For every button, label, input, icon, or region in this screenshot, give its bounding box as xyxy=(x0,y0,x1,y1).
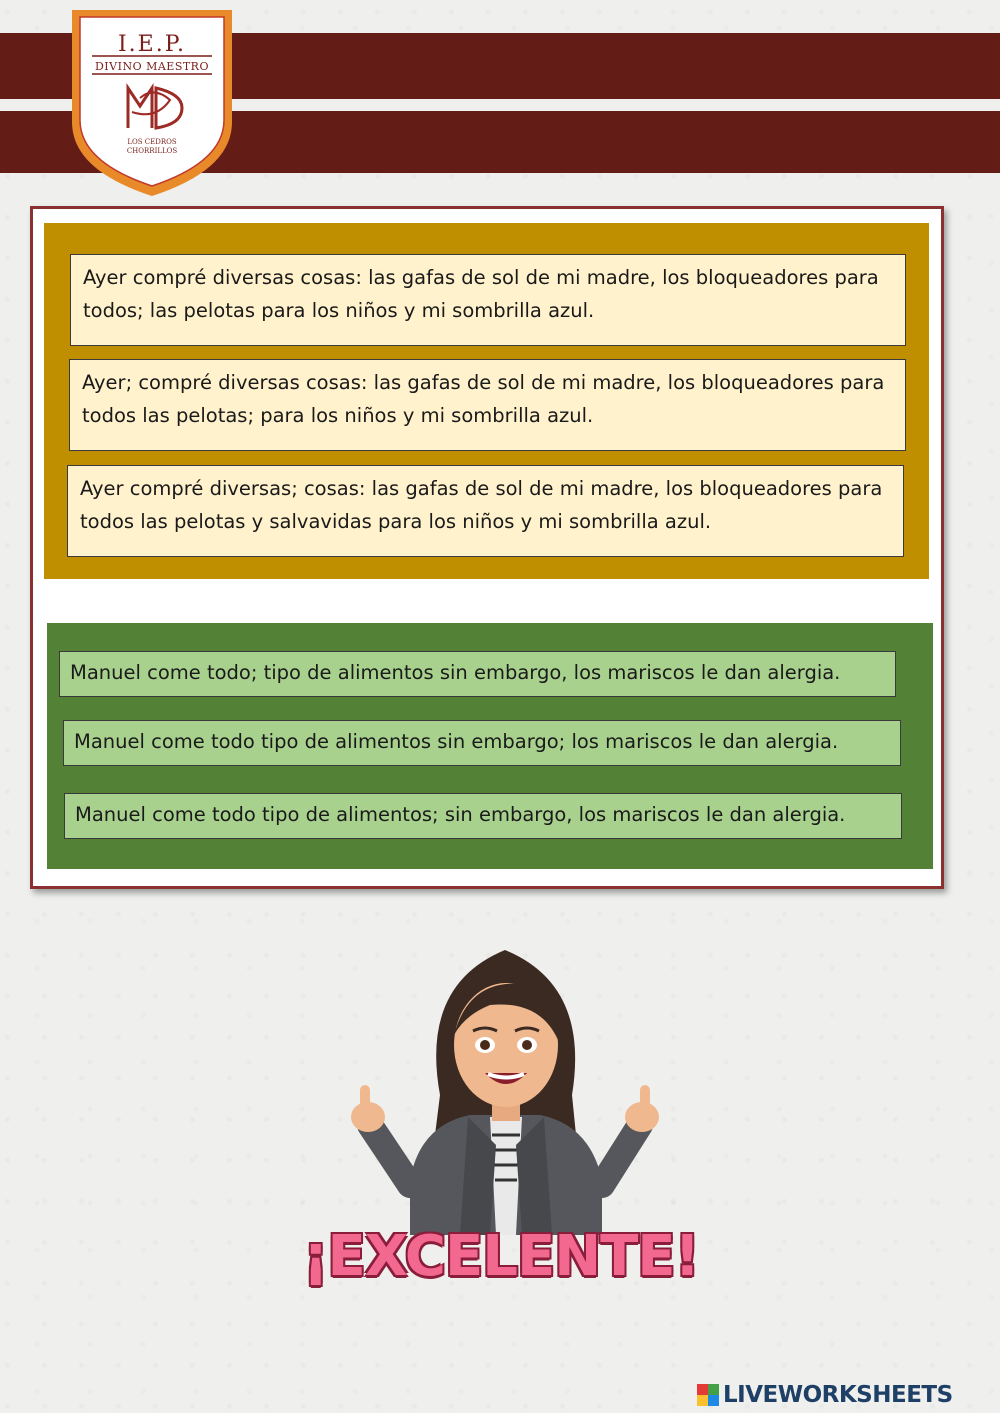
exercise-2-option-1[interactable]: Manuel come todo; tipo de alimentos sin embargo, los mariscos le dan alergia. xyxy=(59,651,896,697)
school-acronym: I.E.P. xyxy=(117,32,187,57)
liveworksheets-brand-text: LIVEWORKSHEETS xyxy=(723,1382,953,1408)
school-crest xyxy=(66,2,238,200)
exercise-2-option-3[interactable]: Manuel come todo tipo de alimentos; sin embargo, los mariscos le dan alergia. xyxy=(64,793,902,839)
exercise-2-panel xyxy=(47,623,933,869)
exercise-1-option-2[interactable]: Ayer; compré diversas cosas: las gafas de sol de mi madre, los bloqueadores para todos las pelotas; para los niños y mi sombrilla azul. xyxy=(69,359,906,451)
excellent-banner: ¡EXCELENTE! xyxy=(302,1224,700,1289)
location-line-2: CHORRILLOS xyxy=(126,147,178,155)
location-line-1: LOS CEDROS xyxy=(127,138,177,146)
worksheet-card xyxy=(30,206,944,889)
exercise-2-option-2[interactable]: Manuel come todo tipo de alimentos sin embargo; los mariscos le dan alergia. xyxy=(63,720,901,766)
exercise-1-option-1[interactable]: Ayer compré diversas cosas: las gafas de sol de mi madre, los bloqueadores para todos; las pelotas para los niños y mi sombrilla azul. xyxy=(70,254,906,346)
thumbs-up-avatar-icon xyxy=(340,945,670,1235)
exercise-1-panel xyxy=(44,223,929,579)
school-location xyxy=(66,138,238,156)
liveworksheets-icon xyxy=(697,1384,719,1406)
school-name: DIVINO MAESTRO xyxy=(94,60,209,73)
exercise-1-option-3[interactable]: Ayer compré diversas; cosas: las gafas de sol de mi madre, los bloqueadores para todos las pelotas y salvavidas para los niños y mi sombrilla azul. xyxy=(67,465,904,557)
liveworksheets-logo[interactable] xyxy=(697,1378,953,1412)
